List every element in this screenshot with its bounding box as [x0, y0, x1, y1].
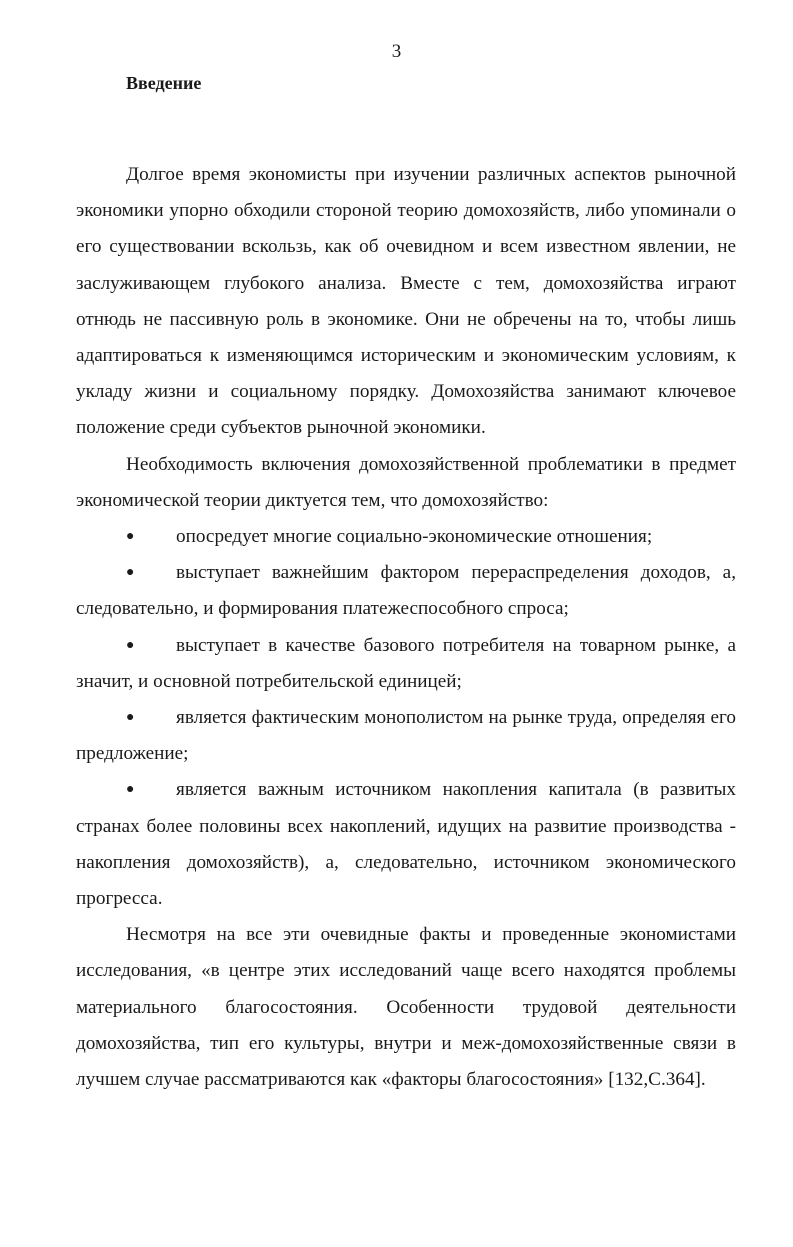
bullet-text: является фактическим монополистом на рынке труда, определяя его предложение;	[76, 707, 736, 765]
bullet-text: опосредует многие социально-экономические отношения;	[176, 526, 653, 548]
bullet-text: выступает важнейшим фактором перераспределения доходов, а, следовательно, и формирования платежеспособного спроса;	[76, 562, 736, 620]
bullet-text: является важным источником накопления капитала (в развитых странах более половины всех накоплений, идущих на развитие производства - накопления домохозяйств), а, следовательно, источником экономического прогресса.	[76, 779, 736, 910]
bullet-item-1	[76, 519, 736, 555]
bullet-item-3	[76, 628, 736, 700]
paragraph-3: Несмотря на все эти очевидные факты и проведенные экономистами исследования, «в центре этих исследований чаще всего находятся проблемы материального благосостояния. Особенности трудовой деятельности домохозяйства, тип его культуры, внутри и меж-домохозяйственные связи в лучшем случае рассматриваются как «факторы благосостояния» [132,С.364].	[76, 924, 736, 1091]
section-heading: Введение	[126, 73, 202, 93]
bullet-text: выступает в качестве базового потребителя на товарном рынке, а значит, и основной потребительской единицей;	[76, 634, 736, 692]
bullet-item-2	[76, 555, 736, 627]
bullet-dot-icon: ●	[126, 565, 135, 581]
bullet-item-4	[76, 700, 736, 772]
bullet-item-5	[76, 772, 736, 917]
bullet-dot-icon: ●	[126, 529, 135, 545]
paragraph-2: Необходимость включения домохозяйственной проблематики в предмет экономической теории диктуется тем, что домохозяйство:	[76, 453, 736, 511]
page-number: 3	[391, 41, 402, 62]
bullet-dot-icon: ●	[126, 637, 135, 653]
bullet-dot-icon: ●	[126, 782, 135, 798]
body-text	[76, 157, 736, 1098]
paragraph-1: Долгое время экономисты при изучении различных аспектов рыночной экономики упорно обходили стороной теорию домохозяйств, либо упоминали о его существовании вскользь, как об очевидном и всем известном явлении, не заслуживающем глубокого анализа. Вместе с тем, домохозяйства играют отнюдь не пассивную роль в экономике. Они не обречены на то, чтобы лишь адаптироваться к изменяющимся историческим и экономическим условиям, к укладу жизни и социальному порядку. Домохозяйства занимают ключевое положение среди субъектов рыночной экономики.	[76, 164, 736, 439]
bullet-dot-icon: ●	[126, 710, 135, 726]
